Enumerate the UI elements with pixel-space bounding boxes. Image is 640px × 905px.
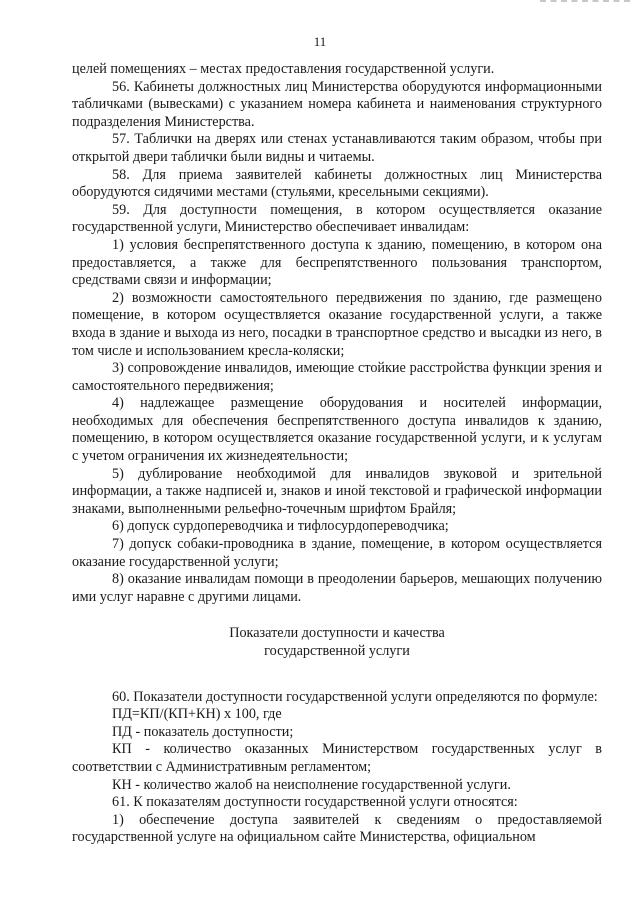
list-item-59-2: 2) возможности самостоятельного передвижения по зданию, где размещено помещение, в котором осуществляется оказание государственной услуги, а также входа в здание и выхода из него, посадки в транспортное средство и высадки из него, в том числе и использованием кресла-коляски;	[72, 289, 602, 359]
paragraph-57: 57. Таблички на дверях или стенах устанавливаются таким образом, чтобы при открытой двери таблички были видны и читаемы.	[72, 131, 602, 165]
list-item-59-6: 6) допуск сурдопереводчика и тифлосурдопереводчика;	[112, 518, 449, 535]
list-item-61-1: 1) обеспечение доступа заявителей к сведениям о предоставляемой государственной услуге на официальном сайте Министерства, официальном	[72, 811, 602, 846]
list-item-59-8: 8) оказание инвалидам помощи в преодолении барьеров, мешающих получению ими услуг наравне с другими лицами.	[72, 571, 602, 605]
spacer	[72, 606, 602, 625]
spacer	[72, 661, 602, 689]
section-heading-line-1: Показатели доступности и качества	[229, 625, 445, 642]
formula-def-kp: КП - количество оказанных Министерством государственных услуг в соответствии с Административным регламентом;	[72, 741, 602, 775]
formula-def-pd: ПД - показатель доступности;	[112, 723, 294, 740]
list-item-59-5: 5) дублирование необходимой для инвалидов звуковой и зрительной информации, а также надписей и, знаков и иной текстовой и графической информации знаками, выполненными рельефно-точечным шрифтом Брайля;	[72, 465, 602, 517]
list-item-59-3: 3) сопровождение инвалидов, имеющие стойкие расстройства функции зрения и самостоятельного передвижения;	[72, 360, 602, 394]
formula-def-kn: КН - количество жалоб на неисполнение государственной услуги.	[112, 776, 511, 793]
paragraph-continuation: целей помещениях – местах предоставления государственной услуги.	[72, 61, 495, 77]
list-item-59-7: 7) допуск собаки-проводника в здание, помещение, в котором осуществляется оказание государственной услуги;	[72, 536, 602, 570]
paragraph-58: 58. Для приема заявителей кабинеты должностных лиц Министерства оборудуются сидячими местами (стульями, кресельными секциями).	[72, 166, 602, 201]
paragraph-56: 56. Кабинеты должностных лиц Министерства оборудуются информационными табличками (вывесками) с указанием номера кабинета и наименования структурного подразделения Министерства.	[72, 78, 602, 130]
document-body	[72, 61, 602, 847]
formula: ПД=КП/(КП+КН) х 100, где	[112, 706, 282, 723]
top-edge-mark	[540, 0, 630, 4]
section-heading-line-2: государственной услуги	[264, 643, 410, 659]
list-item-59-1: 1) условия беспрепятственного доступа к зданию, помещению, в котором она предоставляется, а также для беспрепятственного пользования транспортом, средствами связи и информации;	[72, 236, 602, 289]
paragraph-60: 60. Показатели доступности государственной услуги определяются по формуле:	[112, 688, 598, 705]
page-number: 11	[313, 34, 327, 49]
paragraph-59: 59. Для доступности помещения, в котором осуществляется оказание государственной услуги, Министерство обеспечивает инвалидам:	[72, 201, 602, 236]
list-item-59-4: 4) надлежащее размещение оборудования и носителей информации, необходимых для обеспечения беспрепятственного доступа инвалидов к зданию, помещению, в котором осуществляется оказание государственной услуги, и к услугам с учетом ограничения их жизнедеятельности;	[72, 395, 602, 465]
paragraph-61: 61. К показателям доступности государственной услуги относятся:	[112, 794, 518, 811]
